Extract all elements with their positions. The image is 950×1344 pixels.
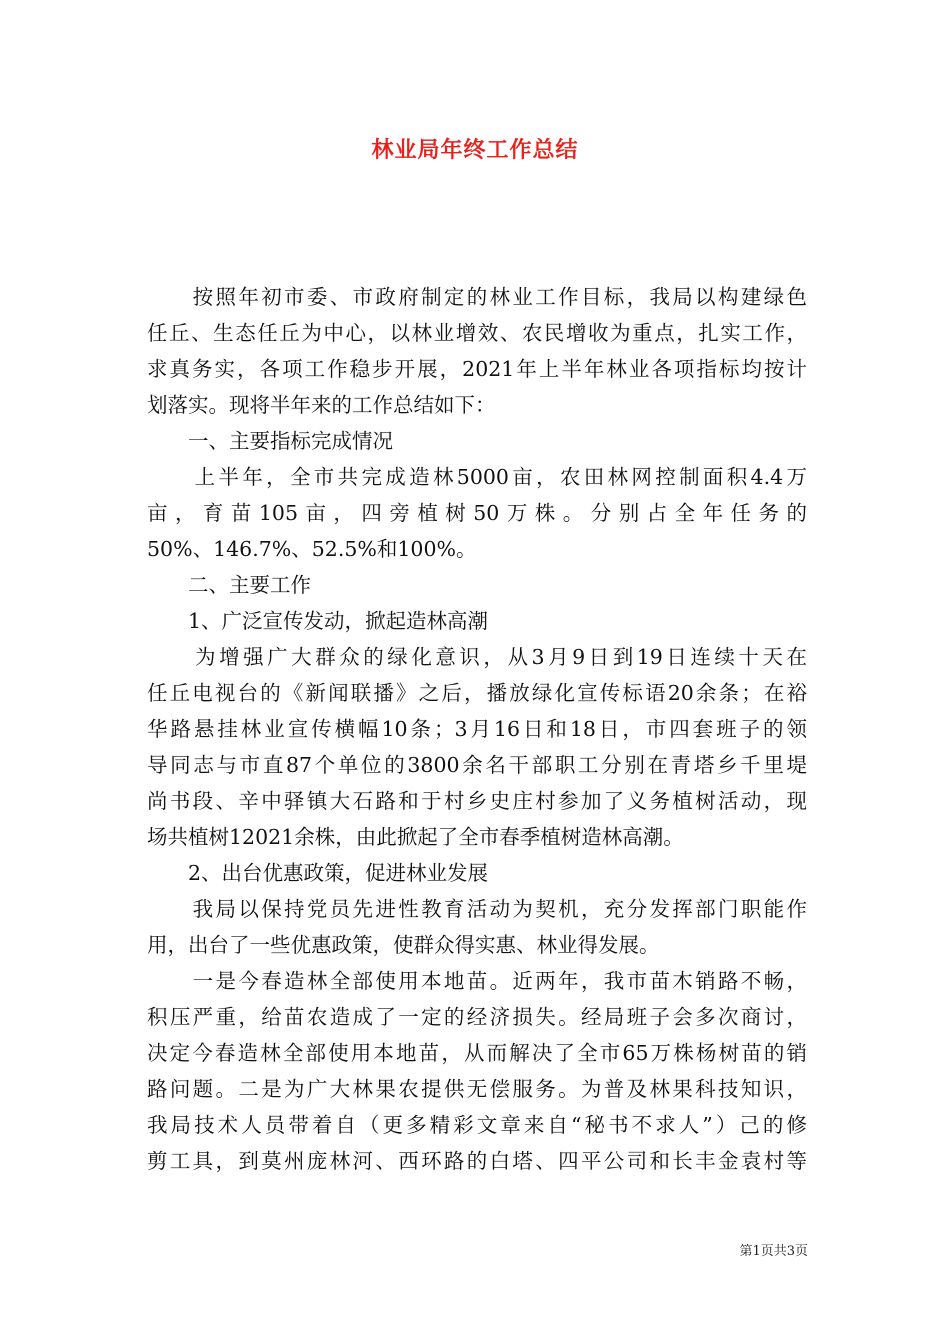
- body-line: 导同志与市直87个单位的3800余名干部职工分别在青塔乡千里堤: [147, 753, 807, 777]
- body-line: 上半年，全市共完成造林5000亩，农田林网控制面积4.4万: [147, 465, 807, 489]
- body-line: 用，出台了一些优惠政策，使群众得实惠、林业得发展。: [147, 933, 660, 957]
- body-line: 剪工具，到莫州庞林河、西环路的白塔、四平公司和长丰金袁村等: [147, 1149, 807, 1173]
- body-line: 50%、146.7%、52.5%和100%。: [147, 537, 477, 561]
- document-title: 林业局年终工作总结: [371, 138, 579, 163]
- body-line: 尚书段、辛中驿镇大石路和于村乡史庄村参加了义务植树活动，现: [147, 789, 807, 813]
- body-line: 为增强广大群众的绿化意识，从3月9日到19日连续十天在: [147, 645, 807, 669]
- body-line: 我局以保持党员先进性教育活动为契机，充分发挥部门职能作: [147, 897, 807, 921]
- body-line: 任丘电视台的《新闻联播》之后，播放绿化宣传标语20余条；在裕: [147, 681, 807, 705]
- body-line: 划落实。现将半年来的工作总结如下：: [147, 393, 496, 417]
- subsection-heading: 2、出台优惠政策，促进林业发展: [147, 861, 489, 885]
- body-line: 一是今春造林全部使用本地苗。近两年，我市苗木销路不畅，: [147, 969, 807, 993]
- body-line: 任丘、生态任丘为中心，以林业增效、农民增收为重点，扎实工作，: [147, 321, 807, 345]
- body-line: 场共植树12021余株，由此掀起了全市春季植树造林高潮。: [147, 825, 684, 849]
- body-line: 我局技术人员带着自（更多精彩文章来自“秘书不求人”）己的修: [147, 1113, 807, 1137]
- body-line: 求真务实，各项工作稳步开展，2021年上半年林业各项指标均按计: [147, 357, 807, 381]
- body-line: 按照年初市委、市政府制定的林业工作目标，我局以构建绿色: [147, 285, 807, 309]
- body-line: 积压严重，给苗农造成了一定的经济损失。经局班子会多次商讨，: [147, 1005, 807, 1029]
- body-line: 路问题。二是为广大林果农提供无偿服务。为普及林果科技知识，: [147, 1077, 807, 1101]
- body-line: 亩，育苗105亩，四旁植树50万株。分别占全年任务的: [147, 501, 807, 525]
- section-heading: 一、主要指标完成情况: [147, 429, 393, 453]
- body-line: 华路悬挂林业宣传横幅10条；3月16日和18日，市四套班子的领: [147, 717, 807, 741]
- subsection-heading: 1、广泛宣传发动，掀起造林高潮: [147, 609, 489, 633]
- page-number: 第1页共3页: [739, 1244, 808, 1259]
- section-heading: 二、主要工作: [147, 573, 311, 597]
- body-line: 决定今春造林全部使用本地苗，从而解决了全市65万株杨树苗的销: [147, 1041, 807, 1065]
